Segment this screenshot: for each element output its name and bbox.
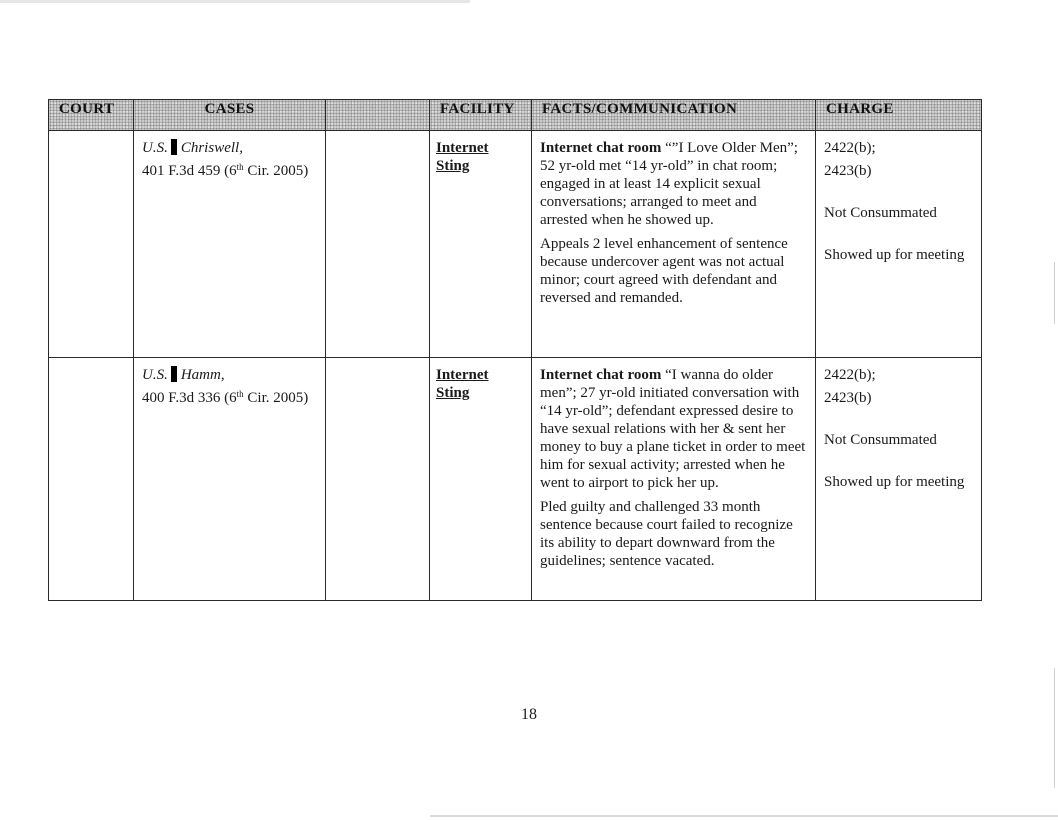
case-citation: 400 F.3d 336 (6th Cir. 2005) [142,389,309,406]
page-number: 18 [521,706,537,723]
charge-status: Not Consummated [824,205,937,221]
redaction-mark [171,139,177,155]
facility-cell [430,131,532,358]
facts-paragraph: Internet chat room “I wanna do older men”; 27 yr-old initiated conversation with “14 yr-old”; defendant expressed desire to have sexual relations with her & sent her money to buy a plane ticket in order to meet him for sexual activity; arrested when he went to airport to pick her up. [540,367,806,491]
facts-paragraph: Internet chat room “”I Love Older Men”; 52 yr-old met “14 yr-old” in chat room; engaged in at least 14 explicit sexual conversations; arranged to meet and arrested when he showed up. [540,140,798,228]
case-name: U.S. Chriswell, [142,140,243,156]
case-table [48,99,982,601]
facts-cell [532,358,816,601]
charge-statute-1: 2422(b); [824,140,876,156]
table-row [49,131,982,358]
charge-note: Showed up for meeting [824,247,965,263]
charge-status: Not Consummated [824,432,937,448]
case-name: U.S. Hamm, [142,367,225,383]
scan-edge-top [0,0,470,3]
charge-statute-2: 2423(b) [824,390,872,406]
blank-header [326,100,430,131]
extra-cell [326,358,430,601]
facts-header: FACTS/COMMUNICATION [532,100,816,131]
cases-header: CASES [134,100,326,131]
facility-label: Internet Sting [436,367,489,401]
court-cell [49,131,134,358]
charge-cell [816,358,982,601]
court-cell [49,358,134,601]
header-row [49,100,982,131]
scan-edge-right-upper [1054,262,1055,324]
case-citation: 401 F.3d 459 (6th Cir. 2005) [142,162,309,179]
facility-header: FACILITY [430,100,532,131]
scan-edge-right-lower [1054,668,1055,788]
redaction-mark [171,366,177,382]
court-header: COURT [49,100,134,131]
facts-cell [532,131,816,358]
charge-header: CHARGE [816,100,982,131]
charge-statute-2: 2423(b) [824,163,872,179]
facility-cell [430,358,532,601]
charge-note: Showed up for meeting [824,474,965,490]
charge-statute-1: 2422(b); [824,367,876,383]
extra-cell [326,131,430,358]
outcome-paragraph: Pled guilty and challenged 33 month sentence because court failed to recognize its ability to depart downward from the guidelines; sentence vacated. [540,499,793,569]
scan-edge-bottom [430,815,1058,817]
charge-cell [816,131,982,358]
case-cell [134,358,326,601]
case-cell [134,131,326,358]
outcome-paragraph: Appeals 2 level enhancement of sentence because undercover agent was not actual minor; court agreed with defendant and reversed and remanded. [540,236,788,306]
table-row [49,358,982,601]
facility-label: Internet Sting [436,140,489,174]
